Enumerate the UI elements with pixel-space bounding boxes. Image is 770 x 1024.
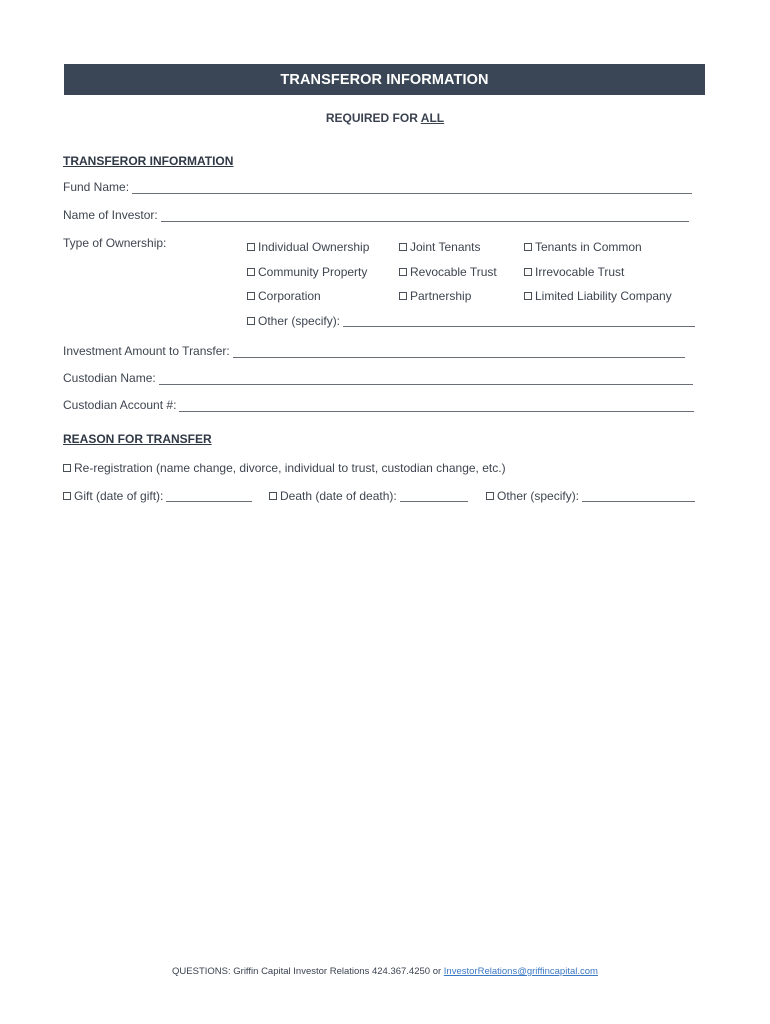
gift-date-field[interactable] bbox=[166, 491, 252, 502]
transferor-heading: TRANSFEROR INFORMATION bbox=[63, 154, 234, 168]
checkbox[interactable] bbox=[247, 292, 255, 300]
section-banner bbox=[64, 64, 705, 95]
ownership-option-revocable-trust[interactable] bbox=[399, 265, 497, 279]
ownership-option-label: Individual Ownership bbox=[258, 240, 370, 254]
checkbox[interactable] bbox=[63, 492, 71, 500]
checkbox[interactable] bbox=[247, 268, 255, 276]
reason-reregistration-label: Re-registration (name change, divorce, individual to trust, custodian change, etc.) bbox=[74, 461, 506, 475]
fund-name-label: Fund Name: bbox=[63, 180, 130, 194]
ownership-option-corporation[interactable] bbox=[247, 289, 321, 303]
investment-amount-field[interactable] bbox=[233, 347, 685, 358]
footer-text: QUESTIONS: Griffin Capital Investor Relations 424.367.4250 or bbox=[172, 966, 444, 977]
required-note-prefix: REQUIRED FOR bbox=[325, 111, 421, 125]
ownership-option-label: Community Property bbox=[258, 265, 368, 279]
ownership-option-joint-tenants[interactable] bbox=[399, 240, 481, 254]
reason-death-label: Death (date of death): bbox=[280, 489, 397, 503]
checkbox[interactable] bbox=[269, 492, 277, 500]
ownership-option-other[interactable] bbox=[247, 314, 695, 328]
ownership-option-label: Joint Tenants bbox=[410, 240, 481, 254]
checkbox[interactable] bbox=[524, 243, 532, 251]
investment-amount-label: Investment Amount to Transfer: bbox=[63, 344, 230, 358]
ownership-option-label: Other (specify): bbox=[258, 314, 341, 328]
checkbox[interactable] bbox=[486, 492, 494, 500]
ownership-option-label: Irrevocable Trust bbox=[535, 265, 625, 279]
ownership-label: Type of Ownership: bbox=[63, 236, 167, 250]
ownership-option-label: Partnership bbox=[410, 289, 472, 303]
required-note bbox=[0, 111, 770, 125]
reason-heading: REASON FOR TRANSFER bbox=[63, 432, 212, 446]
ownership-option-irrevocable-trust[interactable] bbox=[524, 265, 624, 279]
ownership-option-label: Corporation bbox=[258, 289, 321, 303]
ownership-row bbox=[63, 236, 166, 250]
ownership-option-llc[interactable] bbox=[524, 289, 672, 303]
checkbox[interactable] bbox=[247, 317, 255, 325]
custodian-name-field[interactable] bbox=[159, 374, 693, 385]
required-note-emphasis: ALL bbox=[420, 111, 445, 125]
footer-contact bbox=[0, 966, 770, 977]
death-date-field[interactable] bbox=[400, 491, 468, 502]
investor-name-row bbox=[63, 208, 689, 222]
footer-email-link[interactable]: InvestorRelations@griffincapital.com bbox=[443, 966, 598, 977]
reason-other[interactable] bbox=[486, 489, 695, 503]
custodian-account-field[interactable] bbox=[179, 401, 694, 412]
reason-gift[interactable] bbox=[63, 489, 252, 503]
custodian-account-label: Custodian Account #: bbox=[63, 398, 177, 412]
investor-name-label: Name of Investor: bbox=[63, 208, 158, 222]
ownership-option-community-property[interactable] bbox=[247, 265, 367, 279]
checkbox[interactable] bbox=[524, 292, 532, 300]
fund-name-row bbox=[63, 180, 692, 194]
checkbox[interactable] bbox=[399, 292, 407, 300]
custodian-account-row bbox=[63, 398, 694, 412]
checkbox[interactable] bbox=[524, 268, 532, 276]
checkbox[interactable] bbox=[63, 464, 71, 472]
ownership-other-field[interactable] bbox=[343, 316, 695, 327]
investor-name-field[interactable] bbox=[161, 211, 689, 222]
checkbox[interactable] bbox=[247, 243, 255, 251]
custodian-name-row bbox=[63, 371, 693, 385]
ownership-option-label: Revocable Trust bbox=[410, 265, 497, 279]
reason-death[interactable] bbox=[269, 489, 468, 503]
ownership-option-individual[interactable] bbox=[247, 240, 369, 254]
reason-gift-label: Gift (date of gift): bbox=[74, 489, 164, 503]
reason-other-label: Other (specify): bbox=[497, 489, 580, 503]
ownership-option-label: Tenants in Common bbox=[535, 240, 642, 254]
ownership-option-label: Limited Liability Company bbox=[535, 289, 672, 303]
ownership-option-partnership[interactable] bbox=[399, 289, 471, 303]
custodian-name-label: Custodian Name: bbox=[63, 371, 156, 385]
fund-name-field[interactable] bbox=[132, 183, 692, 194]
reason-reregistration[interactable] bbox=[63, 461, 506, 475]
checkbox[interactable] bbox=[399, 243, 407, 251]
banner-title: TRANSFEROR INFORMATION bbox=[280, 71, 489, 88]
ownership-option-tenants-in-common[interactable] bbox=[524, 240, 642, 254]
reason-other-field[interactable] bbox=[582, 491, 695, 502]
investment-amount-row bbox=[63, 344, 685, 358]
checkbox[interactable] bbox=[399, 268, 407, 276]
